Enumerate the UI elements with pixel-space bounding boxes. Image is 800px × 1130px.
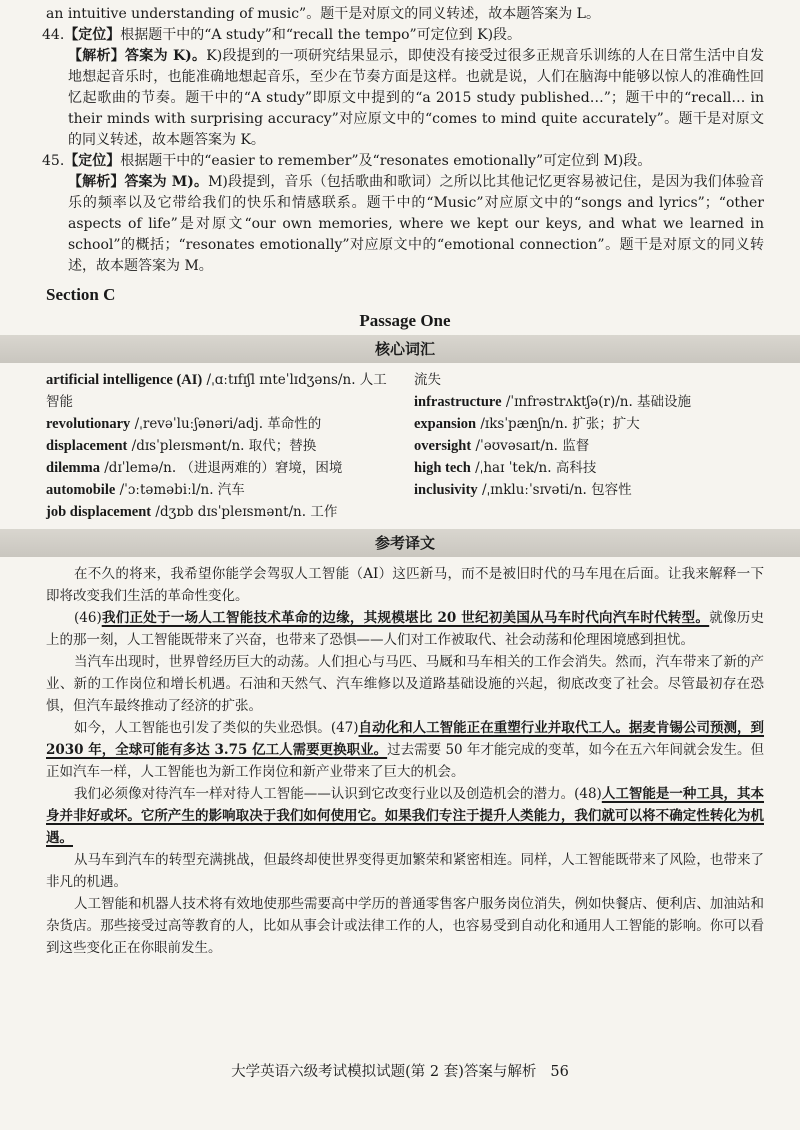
- analysis-text: M)段提到，音乐（包括歌曲和歌词）之所以比其他记忆更容易被记住，是因为我们体验音乐的频率以及它带给我们的快乐和情感联系。题干中的“Music”对应原文中的“songs and lyrics”；“other aspects of life”是对原文“our own memories, where we kept our keys, and what we learned in school”的概括；“resonates emotionally”对应原文中的“emotional connection”。题干是对原文的同义转述，故本题答案为 M。: [68, 174, 765, 274]
- answer-text-line: an intuitive understanding of music”。题干是对原文的同义转述，故本题答案为 L。: [46, 6, 600, 22]
- vocab-column-left: [46, 369, 396, 523]
- translation-paragraph: 当汽车出现时，世界曾经历巨大的动荡。人们担心与马匹、马厩和马车相关的工作会消失。然而，汽车带来了新的产业、新的工作岗位和增长机遇。石油和天然气、汽车维修以及道路基础设施的兴起，彻底改变了社会。尽管最初存在恐惧，但汽车最终推动了经济的扩张。: [46, 654, 764, 714]
- page-number: 56: [550, 1064, 569, 1080]
- vocab-item: job displacement /dʒɒb dɪsˈpleɪsmənt/n. 工作: [46, 504, 338, 520]
- translation-paragraph: 人工智能和机器人技术将有效地使那些需要高中学历的普通零售客户服务岗位消失，例如快餐店、便利店、加油站和杂货店。那些接受过高等教育的人，比如从事会计或法律工作的人，也容易受到自动化和通用人工智能的影响。你可以看到这些变化正在你眼前发生。: [46, 896, 764, 956]
- question-number: 44.: [42, 27, 65, 43]
- locate-text: 根据题干中的“easier to remember”及“resonates emotionally”可定位到 M)段。: [120, 153, 652, 169]
- page-footer: [0, 1060, 800, 1081]
- answer-label: 答案为 M)。: [124, 174, 209, 190]
- translation-body: [46, 563, 764, 959]
- translation-paragraph: 如今，人工智能也引发了类似的失业恐惧。(47)自动化和人工智能正在重塑行业并取代工人。据麦肯锡公司预测，到 2030 年，全球可能有多达 3.75 亿工人需要更换职业。过去需要 50 年才能完成的变革，如今在五六年间就会发生。但正如汽车一样，人工智能也为新工作岗位和新产业带来了巨大的机会。: [46, 720, 765, 780]
- translation-paragraph: (46)我们正处于一场人工智能技术革命的边缘，其规模堪比 20 世纪初美国从马车时代向汽车时代转型。就像历史上的那一刻，人工智能既带来了兴奋，也带来了恐惧——人们对工作被取代、社会动荡和伦理困境感到担忧。: [46, 610, 765, 648]
- underlined-answer-46: 我们正处于一场人工智能技术革命的边缘，其规模堪比 20 世纪初美国从马车时代向汽车时代转型。: [101, 610, 710, 626]
- vocab-item: infrastructure /ˈɪnfrəstrʌktʃə(r)/n. 基础设施: [414, 394, 692, 410]
- analysis-tag: 【解析】: [68, 174, 125, 190]
- vocab-item: dilemma /dɪˈlemə/n. （进退两难的）窘境，困境: [46, 460, 343, 476]
- locate-text: 根据题干中的“A study”和“recall the tempo”可定位到 K)段。: [120, 27, 522, 43]
- locate-tag: 【定位】: [64, 27, 121, 43]
- analysis-tag: 【解析】: [68, 48, 126, 64]
- vocab-item: artificial intelligence (AI) /ˌɑːtɪfɪʃl ɪnteˈlɪdʒəns/n. 人工智能: [46, 372, 387, 410]
- vocab-item: automobile /ˈɔːtəməbiːl/n. 汽车: [46, 482, 245, 498]
- vocab-title-bar: 核心词汇: [0, 335, 800, 363]
- locate-tag: 【定位】: [64, 153, 121, 169]
- answer-label: 答案为 K)。: [125, 48, 207, 64]
- vocab-item: displacement /dɪsˈpleɪsmənt/n. 取代；替换: [46, 438, 317, 454]
- vocab-item: inclusivity /ˌɪnkluːˈsɪvəti/n. 包容性: [414, 482, 632, 498]
- translation-paragraph: 在不久的将来，我希望你能学会驾驭人工智能（AI）这匹新马，而不是被旧时代的马车甩在后面。让我来解释一下即将改变我们生活的革命性变化。: [46, 566, 764, 604]
- question-44: [42, 25, 765, 151]
- vocab-item: high tech /ˌhaɪ ˈtek/n. 高科技: [414, 460, 597, 476]
- vocab-column-right: [414, 369, 764, 523]
- passage-heading: Passage One: [359, 311, 451, 330]
- analysis-text: K)段提到的一项研究结果显示，即使没有接受过很多正规音乐训练的人在日常生活中自发地想起音乐时，也能准确地想起音乐，至少在节奏方面是这样。也就是说，人们在脑海中能够以惊人的准确性回忆起歌曲的节奏。题干中的“A study”即原文中提到的“a 2015 study published…”；题干中的“recall… in their minds with surprising accuracy”对应原文中的“comes to mind quite accurately”。题干是对原文的同义转述，故本题答案为 K。: [68, 48, 765, 148]
- underlined-answer-48: 人工智能是一种工具，其本身并非好或坏。它所产生的影响取决于我们如何使用它。如果我们专注于提升人类能力，我们就可以将不确定性转化为机遇。: [46, 786, 765, 846]
- vocab-item: oversight /ˈəʊvəsaɪt/n. 监督: [414, 438, 590, 454]
- section-heading: Section C: [46, 285, 116, 304]
- translation-paragraph: 从马车到汽车的转型充满挑战，但最终却使世界变得更加繁荣和紧密相连。同样，人工智能既带来了风险，也带来了非凡的机遇。: [46, 852, 764, 890]
- vocab-item: revolutionary /ˌrevəˈluːʃənəri/adj. 革命性的: [46, 416, 322, 432]
- vocab-list: [46, 369, 764, 523]
- footer-title: 大学英语六级考试模拟试题(第 2 套)答案与解析: [231, 1064, 537, 1080]
- question-number: 45.: [42, 153, 65, 169]
- vocab-item: expansion /ɪksˈpænʃn/n. 扩张；扩大: [414, 416, 640, 432]
- translation-paragraph: 我们必须像对待汽车一样对待人工智能——认识到它改变行业以及创造机会的潜力。(48)人工智能是一种工具，其本身并非好或坏。它所产生的影响取决于我们如何使用它。如果我们专注于提升人类能力，我们就可以将不确定性转化为机遇。: [46, 786, 765, 846]
- underlined-answer-47: 自动化和人工智能正在重塑行业并取代工人。据麦肯锡公司预测，到 2030 年，全球可能有多达 3.75 亿工人需要更换职业。: [46, 720, 765, 758]
- vocab-item: 流失: [414, 372, 441, 388]
- question-45: [42, 151, 765, 277]
- translation-title-bar: 参考译文: [0, 529, 800, 557]
- page-content: [42, 0, 765, 959]
